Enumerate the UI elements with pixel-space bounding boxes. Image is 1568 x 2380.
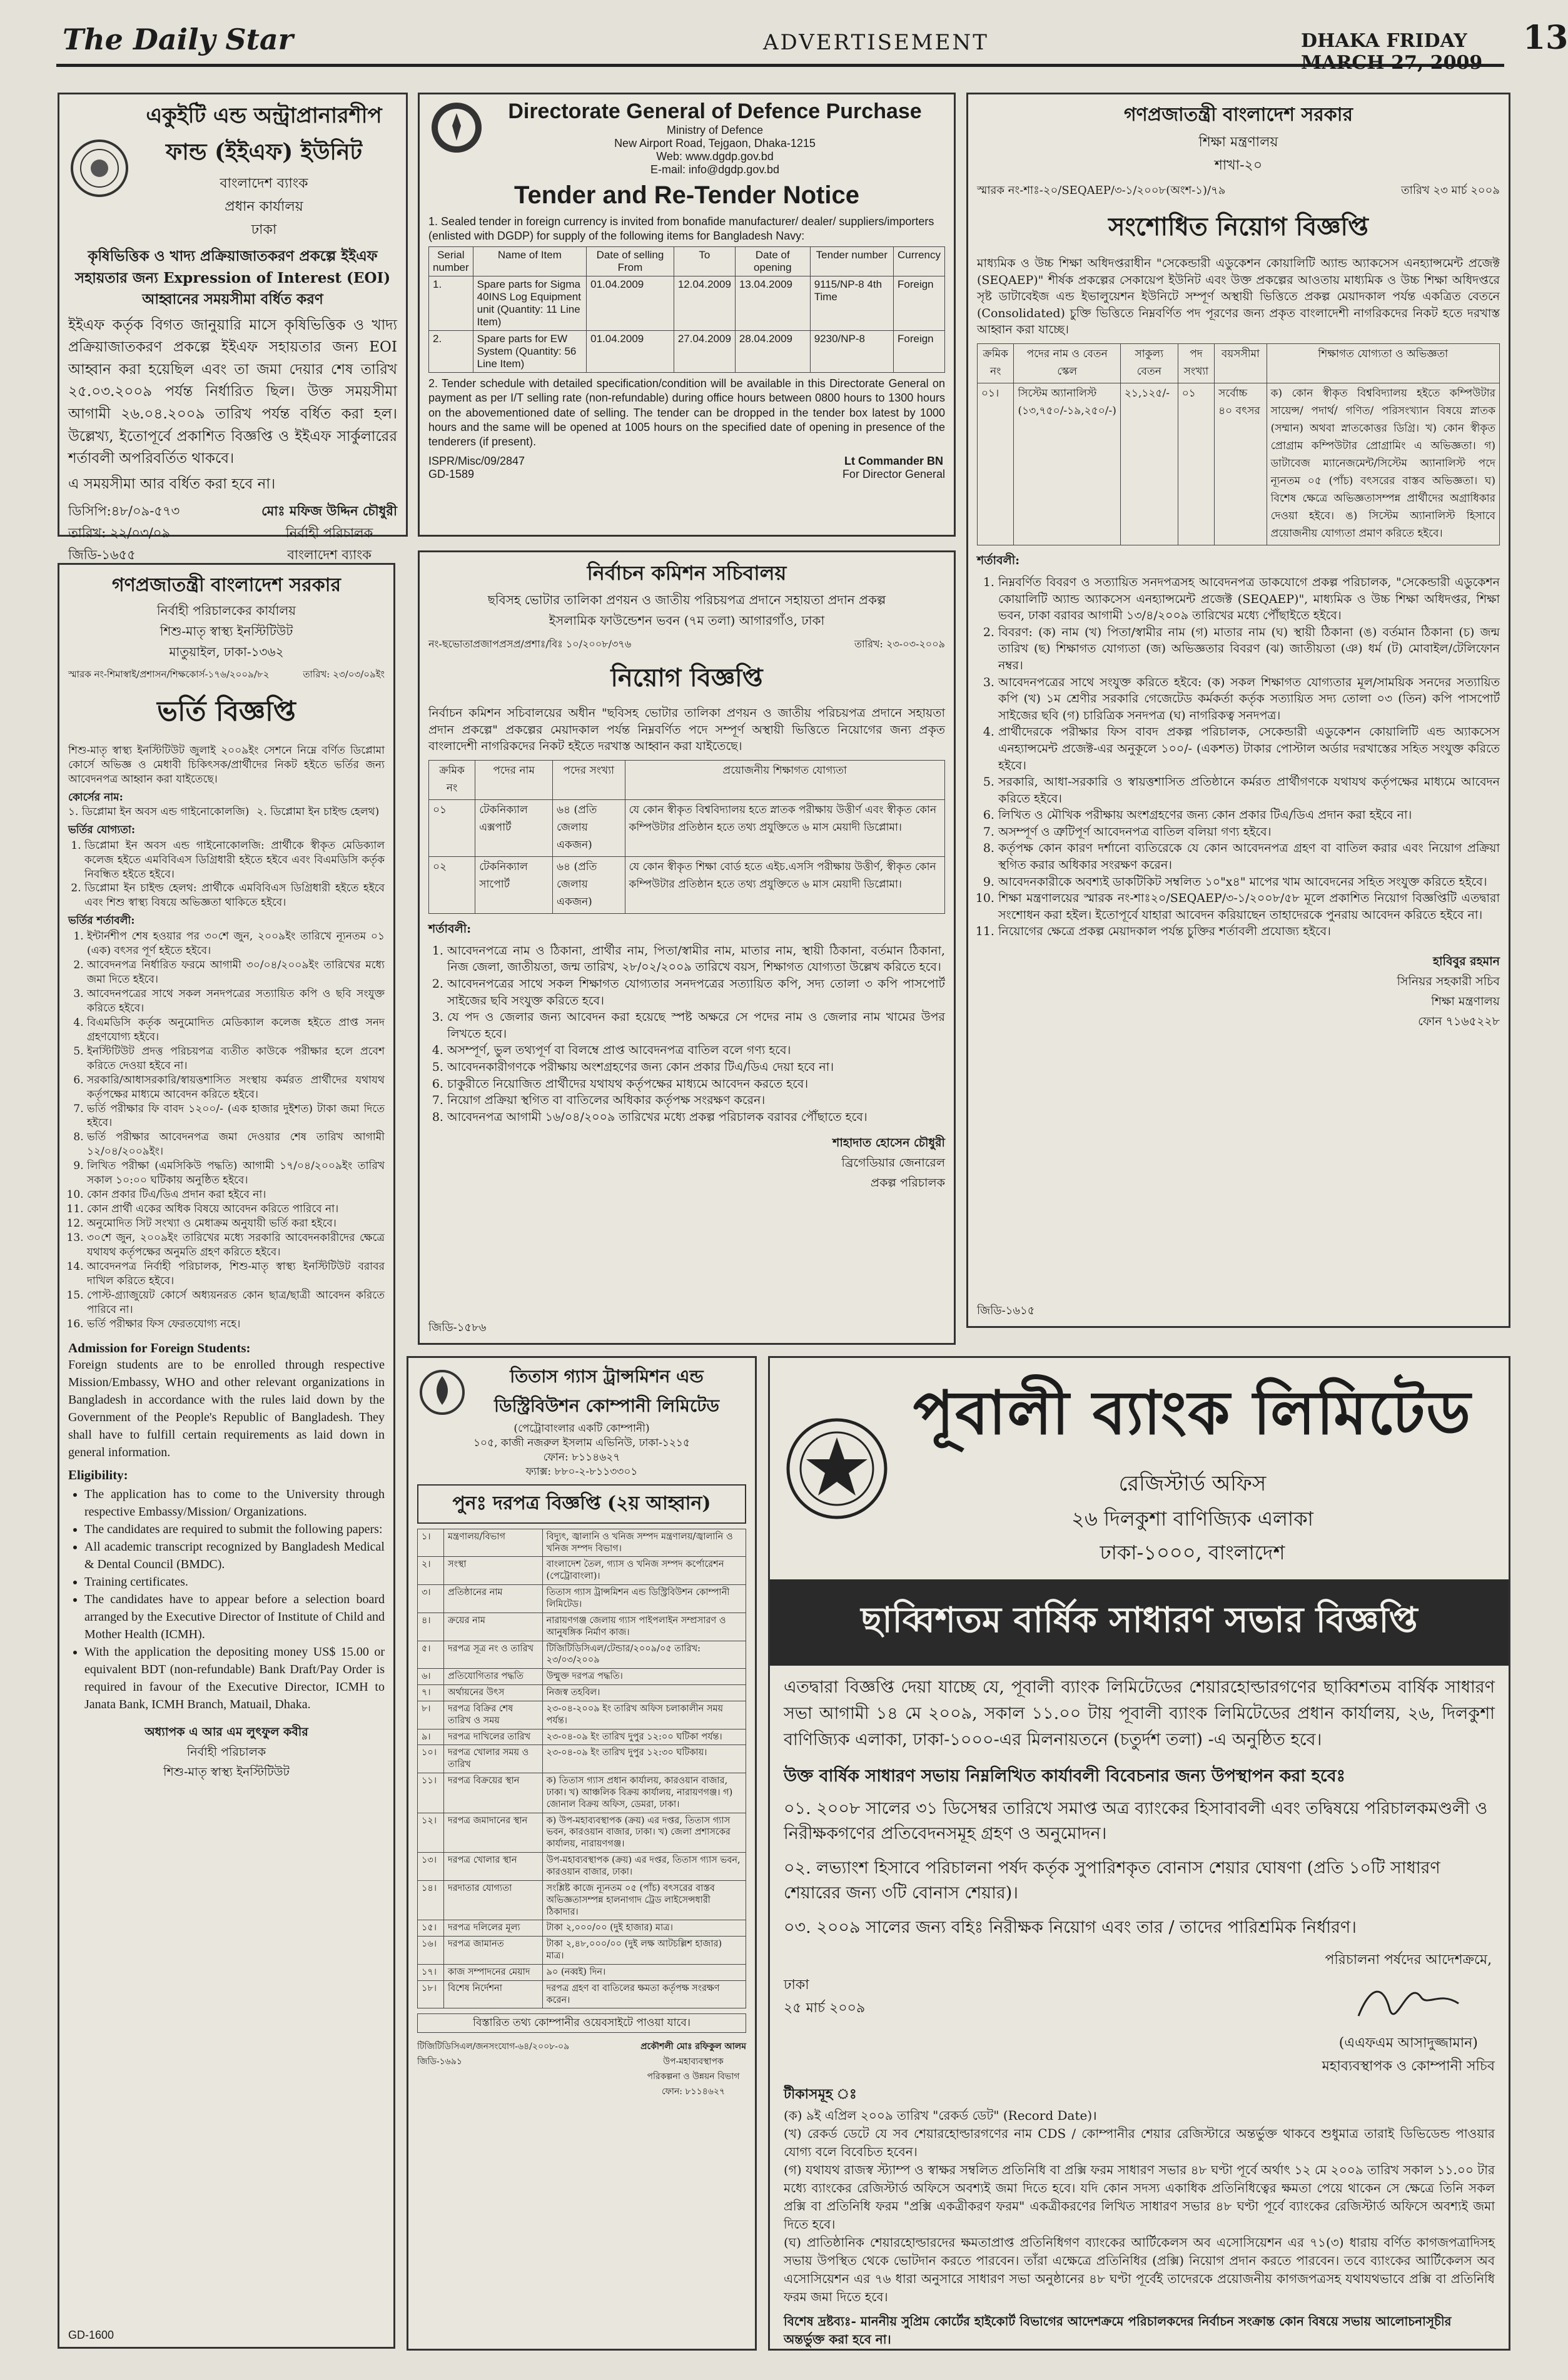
- seqaep-code: জিডি-১৬১৫: [977, 1304, 1035, 1317]
- list-item: 2. আবেদনপত্রের সাথে সকল শিক্ষাগত যোগ্যতার সনদপত্রের সত্যায়িত কপি, সদ্য তোলা ৩ কপি পাসপোর্ট সাইজের ছবি সংযুক্ত করিতে হবে।: [447, 976, 945, 1009]
- table-cell: 1.: [429, 276, 473, 330]
- table-cell: দরপত্র গ্রহণ বা বাতিলের ক্ষমতা কর্তৃপক্ষ সংরক্ষণ করেন।: [542, 1980, 746, 2008]
- dgdp-web: Web: www.dgdp.gov.bd: [656, 150, 774, 163]
- list-item: ০২. লভ্যাংশ হিসাবে পরিচালনা পর্ষদ কর্তৃক সুপারিশকৃত বোনাস শেয়ার ঘোষণা (প্রতি ১০টি সাধারণ শেয়ারের জন্য ৩টি বোনাস শেয়ার)।: [784, 1858, 1440, 1903]
- table-row: [418, 1813, 746, 1853]
- ichm-course-1: ১. ডিপ্লোমা ইন অবস এন্ড গাইনোকোলজি): [68, 805, 250, 818]
- table-cell: নারায়ণগঞ্জ জেলায় গ্যাস পাইপলাইন সম্প্রসারণ ও আনুষঙ্গিক নির্মাণ কাজ।: [542, 1613, 746, 1641]
- table-cell: সংশ্লিষ্ট কাজে ন্যূনতম ০৫ (পাঁচ) বৎসরের বাস্তব অভিজ্ঞতাসম্পন্ন হালনাগাদ ট্রেড লাইসেন্সধারী ঠিকাদার।: [542, 1880, 746, 1920]
- seqaep-signer-org: শিক্ষা মন্ত্রণালয়: [1431, 995, 1500, 1009]
- dgdp-intro: 1. Sealed tender in foreign currency is invited from bonafide manufacturer/ dealer/ suppliers/importers (enlisted with DGDP) for supply of the following items for Bangladesh Navy:: [428, 215, 934, 243]
- seqaep-conditions: [977, 574, 1500, 940]
- eef-signer-org: বাংলাদেশ ব্যাংক: [287, 547, 372, 563]
- pubali-office: রেজিস্টার্ড অফিস: [1118, 1471, 1267, 1496]
- list-item: 4. বিএমডিসি কর্তৃক অনুমোদিত মেডিক্যাল কলেজ হইতে প্রাপ্ত সনদ গ্রহণযোগ্য হইবে।: [87, 1016, 385, 1045]
- list-item: (গ) যথাযথ রাজস্ব স্ট্যাম্প ও স্বাক্ষর সম্বলিত প্রতিনিধি বা প্রক্সি ফরম সাধারণ সভার ৪৮ ঘণ্টা পূর্বে অর্থাৎ ১২ মে ২০০৯ তারিখ সকাল ১১.০০ টার মধ্যে ব্যাংকের রেজিস্টার্ড অফিসে অবশ্যই জমা দিতে হবে। যদি কোন সদস্য একাধিক প্রতিনিধিত্বের ক্ষমতা পেয়ে থাকেন সে ক্ষেত্রে তিনি সকল প্রক্সি বা প্রতিনিধি ফরম "প্রক্সি একত্রীকরণ ফরম" একত্রীকরণের লিখিত সাধারণ সভার ৪৮ ঘণ্টা পূর্বে ব্যাংকের রেজিস্টার্ড অফিসে অবশ্যই জমা দিতে হবে।: [784, 2162, 1495, 2232]
- eef-subject: কৃষিভিত্তিক ও খাদ্য প্রক্রিয়াজাতকরণ প্রকল্পে ইইএফ সহায়তার জন্য Expression of Interest (EOI) আহ্বানের সময়সীমা বর্ধিত করণ: [74, 248, 391, 308]
- list-item: ০১. ২০০৮ সালের ৩১ ডিসেম্বর তারিখে সমাপ্ত অত্র ব্যাংকের হিসাবাবলী এবং তদ্বিষয়ে পরিচালকমণ্ডলী ও নিরীক্ষকগণের প্রতিবেদনসমূহ গ্রহণ ও অনুমোদন।: [784, 1798, 1488, 1844]
- table-cell: অর্থায়নের উৎস: [444, 1685, 543, 1701]
- table-cell: বিশেষ নির্দেশনা: [444, 1980, 543, 2008]
- table-cell: 27.04.2009: [674, 330, 735, 372]
- ichm-foreign: Foreign students are to be enrolled through respective Mission/Embassy, WHO and other relevant organizations in Bangladesh in accordance with the rules laid down by the Government of the People's Republic of Bangladesh. They shall have to fulfill certain requirements as laid down in general information.: [68, 1357, 385, 1459]
- bangladesh-bank-seal-icon: [68, 137, 131, 200]
- pubali-name: পূবালী ব্যাংক লিমিটেড: [913, 1377, 1472, 1448]
- dgdp-title: Directorate General of Defence Purchase: [508, 99, 922, 123]
- pubali-signer-title: মহাব্যবস্থাপক ও কোম্পানী সচিব: [1322, 2058, 1495, 2075]
- table-cell: ৬।: [418, 1669, 444, 1685]
- list-item: 3. আবেদনপত্রের সাথে সকল সনদপত্রের সত্যায়িত কপি ও ছবি সংযুক্ত করিতে হইবে।: [87, 987, 385, 1016]
- eef-body: ইইএফ কর্তৃক বিগত জানুয়ারি মাসে কৃষিভিত্তিক ও খাদ্য প্রক্রিয়াজাতকরণ প্রকল্পে ইইএফ সহায়তার জন্য EOI আহ্বান করা হয়েছিল এবং তা জমা দেয়ার শেষ তারিখ ২৫.০৩.২০০৯ পর্যন্ত নির্ধারিত ছিল। উক্ত সময়সীমা আগামী ২৬.০৪.২০০৯ তারিখ পর্যন্ত বর্ধিত করা হল। উল্লেখ্য, ইতোপূর্বে প্রকাশিত বিজ্ঞপ্তি ও ইইএফ সার্কুলারের শর্তাবলী অপরিবর্তিত থাকবে।: [68, 316, 397, 467]
- ichm-title: ভর্তি বিজ্ঞপ্তি: [157, 696, 296, 727]
- table-cell: ৬৪ (প্রতি জেলায় একজন): [553, 856, 625, 913]
- election-col-count: পদের সংখ্যা: [553, 760, 625, 799]
- table-cell: ১৭।: [418, 1964, 444, 1980]
- table-row: [429, 856, 945, 913]
- table-cell: দরপত্র সূত্র নং ও তারিখ: [444, 1641, 543, 1669]
- table-cell: ২৩-০৪-০৯ ইং তারিখ দুপুর ১২:৩০ ঘটিকায়।: [542, 1745, 746, 1773]
- table-cell: Foreign: [894, 330, 945, 372]
- dgdp-col-tender: Tender number: [810, 246, 893, 276]
- seqaep-intro: মাধ্যমিক ও উচ্চ শিক্ষা অধিদপ্তরাধীন "সেকেন্ডারী এডুকেশন কোয়ালিটি অ্যান্ড অ্যাকসেস এনহ্যান্সমেন্ট প্রজেক্ট (SEQAEP)" শীর্ষক প্রকল্পের সেকায়েপ ইউনিট এবং উক্ত প্রকল্পের আওতায় মাধ্যমিক ও উচ্চ শিক্ষা অধিদপ্তরে সৃষ্ট ডাটাবেইজ এন্ড ইভালুয়েশন ইউনিটে সম্পূর্ণ অস্থায়ী ভিত্তিতে প্রকল্প মেয়াদকাল পর্যন্ত একত্রিত বেতনে (Consolidated) চুক্তি ভিত্তিতে নিম্নবর্ণিত পদ পূরণের জন্য প্রকৃত বাংলাদেশী নাগরিকদের নিকট হতে দরখাস্ত আহ্বান করা যাচ্ছে।: [977, 256, 1500, 337]
- list-item: 7. নিয়োগ প্রক্রিয়া স্থগিত বা বাতিলের অধিকার কর্তৃপক্ষ সংরক্ষণ করেন।: [447, 1092, 945, 1109]
- list-item: • The candidates are required to submit the following papers:: [84, 1521, 385, 1538]
- table-row: [418, 1920, 746, 1937]
- table-cell: 12.04.2009: [674, 276, 735, 330]
- table-cell: ২১,১২৫/-: [1120, 383, 1178, 545]
- pubali-bank-logo-icon: [784, 1415, 890, 1522]
- election-signer: শাহাদাত হোসেন চৌধুরী: [832, 1136, 945, 1150]
- dgdp-crest-icon: [428, 99, 485, 156]
- pubali-intro: এতদ্বারা বিজ্ঞপ্তি দেয়া যাচ্ছে যে, পূবালী ব্যাংক লিমিটেডের শেয়ারহোল্ডারগণের ছাব্বিশতম বার্ষিক সাধারণ সভা আগামী ১৪ মে ২০০৯, সকাল ১১.০০ টায় পূবালী ব্যাংক লিমিটেডের প্রধান কার্যালয়, ২৬, দিলকুশা বাণিজ্যিক এলাকা, ঢাকা-১০০০-এর মিলনায়তনে (চতুর্দশ তলা) -এ অনুষ্ঠিত হবে।: [784, 1678, 1495, 1750]
- dgdp-col-serial: Serial number: [429, 246, 473, 276]
- titas-addr: ১০৫, কাজী নজরুল ইসলাম এভিনিউ, ঢাকা-১২১৫: [473, 1436, 690, 1449]
- table-cell: ৩।: [418, 1585, 444, 1613]
- ichm-conditions-title: ভর্তির শর্তাবলী:: [68, 914, 135, 928]
- election-signer-title: ব্রিগেডিয়ার জেনারেল: [841, 1156, 945, 1170]
- table-cell: ৪।: [418, 1613, 444, 1641]
- titas-web-note: বিস্তারিত তথ্য কোম্পানীর ওয়েবসাইটে পাওয়া যাবে।: [417, 2013, 746, 2033]
- titas-signer-dept: পরিকল্পনা ও উন্নয়ন বিভাগ: [647, 2072, 740, 2082]
- table-cell: সিস্টেম অ্যানালিস্ট (১৩,৭৫০/-১৯,২৫০/-): [1014, 383, 1120, 545]
- list-item: ০৩. ২০০৯ সালের জন্য বহিঃ নিরীক্ষক নিয়োগ এবং তার / তাদের পারিশ্রমিক নির্ধারণ।: [784, 1917, 1357, 1937]
- seqaep-gov: গণপ্রজাতন্ত্রী বাংলাদেশ সরকার: [1124, 104, 1353, 126]
- table-cell: ৯।: [418, 1729, 444, 1745]
- table-row: [418, 1529, 746, 1557]
- dgdp-col-currency: Currency: [894, 246, 945, 276]
- table-row: [429, 330, 945, 372]
- election-notice: নিয়োগ বিজ্ঞপ্তি: [610, 663, 763, 692]
- list-item: 2. ডিপ্লোমা ইন চাইল্ড হেলথ: প্রার্থীকে এমবিবিএস ডিগ্রিধারী হইতে হইবে এবং শিশু স্বাস্থ্য বিষয়ে অভিজ্ঞতা থাকিতে হইবে।: [84, 881, 385, 910]
- dgdp-code: GD-1589: [428, 467, 475, 480]
- table-cell: 9230/NP-8: [810, 330, 893, 372]
- eef-signer: মোঃ মফিজ উদ্দিন চৌধুরী: [261, 503, 397, 519]
- table-cell: ১৫।: [418, 1920, 444, 1937]
- pubali-date: ২৫ মার্চ ২০০৯: [784, 2000, 866, 2017]
- list-item: 1. ডিপ্লোমা ইন অবস এন্ড গাইনোকোলজি: প্রার্থীকে স্বীকৃত মেডিক্যাল কলেজ হইতে এমবিবিএস ডিগ্রিধারী হইতে হইবে এবং বিএমডিসি কর্তৃক নিবন্ধিত হইতে হইবে।: [84, 839, 385, 882]
- seqaep-ministry: শিক্ষা মন্ত্রণালয়: [1198, 134, 1278, 150]
- seqaep-col-age: বয়সসীমা: [1215, 343, 1267, 383]
- list-item: 3. যে পদ ও জেলার জন্য আবেদন করা হয়েছে স্পষ্ট অক্ষরে সে পদের নাম ও জেলার নাম খামের উপর লিখতে হবে।: [447, 1009, 945, 1042]
- dgdp-tender-table: [428, 246, 945, 373]
- dgdp-ref: ISPR/Misc/09/2847: [428, 454, 525, 467]
- titas-title-2: ডিস্ট্রিবিউশন কোম্পানী লিমিটেড: [494, 1395, 719, 1416]
- table-cell: প্রতিষ্ঠানের নাম: [444, 1585, 543, 1613]
- table-cell: দরপত্র খোলার সময় ও তারিখ: [444, 1745, 543, 1773]
- eef-city: ঢাকা: [251, 222, 277, 238]
- table-cell: টেকনিক্যাল সাপোর্ট: [475, 856, 553, 913]
- titas-signer-phone: ফোন: ৮১১৪৬২৭: [661, 2087, 726, 2097]
- election-address: ইসলামিক ফাউন্ডেশন ভবন (৭ম তলা) আগারগাঁও, ঢাকা: [549, 613, 825, 628]
- table-cell: কাজ সম্পাদনের মেয়াদ: [444, 1964, 543, 1980]
- page-header: [56, 19, 1568, 74]
- list-item: • Training certificates.: [84, 1573, 385, 1591]
- pubali-addr-2: ঢাকা-১০০০, বাংলাদেশ: [1100, 1541, 1285, 1564]
- election-project: ছবিসহ ভোটার তালিকা প্রণয়ন ও জাতীয় পরিচয়পত্র প্রদানে সহায়তা প্রদান প্রকল্প: [487, 592, 886, 607]
- table-cell: ক্রয়ের নাম: [444, 1613, 543, 1641]
- table-cell: উপ-মহাব্যবস্থাপক (ক্রয়) এর দপ্তর, তিতাস গ্যাস ভবন, কারওয়ান বাজার, ঢাকা।: [542, 1853, 746, 1881]
- table-cell: যে কোন স্বীকৃত শিক্ষা বোর্ড হতে এইচ.এসসি পরীক্ষায় উত্তীর্ণ, স্বীকৃত কোন কম্পিউটার প্রতিষ্ঠান হতে তথ্য প্রযুক্তিতে ৬ মাস মেয়াদী ডিপ্লোমা।: [625, 856, 945, 913]
- election-date: তারিখ: ২৩-০৩-২০০৯: [854, 638, 945, 650]
- seqaep-post-table: [977, 343, 1500, 545]
- table-cell: দরপত্র দাখিলের তারিখ: [444, 1729, 543, 1745]
- seqaep-signer-title: সিনিয়র সহকারী সচিব: [1397, 975, 1500, 989]
- seqaep-signer: হাবিবুর রহমান: [1433, 955, 1500, 969]
- list-item: 7. অসম্পূর্ণ ও ত্রুটিপূর্ণ আবেদনপত্র বাতিল বলিয়া গণ্য হইবে।: [998, 824, 1500, 841]
- list-item: • All academic transcript recognized by Bangladesh Medical & Dental Council (BMDC).: [84, 1538, 385, 1573]
- table-cell: প্রতিযোগিতার পদ্ধতি: [444, 1669, 543, 1685]
- eef-code: জিডি-১৬৫৫: [68, 547, 136, 563]
- table-row: [418, 1557, 746, 1585]
- dgdp-col-item: Name of Item: [473, 246, 587, 276]
- list-item: 6. সরকারি/আধাসরকারি/স্বায়ত্তশাসিত সংস্থায় কর্মরত প্রার্থীদের যথাযথ কর্তৃপক্ষের মাধ্যমে আবেদন করিতে হইবে।: [87, 1073, 385, 1102]
- dgdp-col-from: Date of selling From: [587, 246, 674, 276]
- table-cell: 2.: [429, 330, 473, 372]
- dgdp-address: New Airport Road, Tejgaon, Dhaka-1215: [614, 137, 816, 149]
- dgdp-signer: Lt Commander BN: [844, 454, 943, 467]
- election-col-qualification: প্রয়োজনীয় শিক্ষাগত যোগ্যতা: [625, 760, 945, 799]
- ichm-eligibility-title: ভর্তির যোগ্যতা:: [68, 823, 136, 836]
- eef-date: তারিখ: ২২/০৩/০৯: [68, 525, 170, 541]
- seqaep-col-count: পদ সংখ্যা: [1178, 343, 1214, 383]
- ichm-intro: শিশু-মাতৃ স্বাস্থ্য ইনস্টিটিউট জুলাই ২০০৯ইং সেশনে নিম্নে বর্ণিত ডিপ্লোমা কোর্সে অভিজ্ঞ ও মেধাবী চিকিৎসক/প্রার্থীদের নিকট হইতে ভর্তির জন্য আবেদনপত্র আহ্বান করা যাইতেছে।: [68, 744, 385, 786]
- table-cell: ক) তিতাস গ্যাস প্রধান কার্যালয়, কারওয়ান বাজার, ঢাকা। খ) আঞ্চলিক বিক্রয় কার্যালয়, নারায়ণগঞ্জ। গ) জোনাল বিক্রয় অফিস, ডেমরা, ঢাকা।: [542, 1773, 746, 1813]
- list-item: 15. পোস্ট-গ্র্যাজুয়েট কোর্সে অধ্যয়নরত কোন ছাত্র/ছাত্রী আবেদন করিতে পারিবে না।: [87, 1289, 385, 1317]
- table-row: [418, 1701, 746, 1729]
- pubali-by-order: পরিচালনা পর্ষদের আদেশক্রমে,: [1325, 1952, 1492, 1968]
- list-item: 7. ভর্তি পরীক্ষার ফি বাবদ ১২০০/- (এক হাজার দুইশত) টাকা জমা দিতে হইবে।: [87, 1102, 385, 1131]
- dgdp-col-opening: Date of opening: [735, 246, 810, 276]
- table-row: [429, 799, 945, 856]
- table-cell: ক) কোন স্বীকৃত বিশ্ববিদ্যালয় হইতে কম্পিউটার সায়েন্স/ পদার্থ/ গণিত/ পরিসংখ্যান বিষয়ে স্নাতক (সম্মান) অথবা স্নাতকোত্তর ডিগ্রি। খ) কোন স্বীকৃত প্রোগ্রাম কম্পিউটার প্রোগ্রামিং এ অভিজ্ঞতা। গ) ডাটাবেজ ম্যানেজমেন্ট/সিস্টেম অ্যানালিস্ট পদে ন্যূনতম ০৫ (পাঁচ) বৎসরের বাস্তব অভিজ্ঞতা। ঘ) বিশেষ ক্ষেত্রে অভিজ্ঞতাসম্পন্ন প্রার্থীদের অগ্রাধিকার দেওয়া হইবে। ঙ) সিস্টেম অ্যানালিস্ট হিসাবে প্রয়োজনীয় যোগ্যতা প্রমাণ করিতে হইবে।: [1267, 383, 1499, 545]
- election-post-table: [428, 760, 945, 914]
- table-cell: Foreign: [894, 276, 945, 330]
- table-cell: 13.04.2009: [735, 276, 810, 330]
- table-cell: Spare parts for Sigma 40INS Log Equipment unit (Quantity: 11 Line Item): [473, 276, 587, 330]
- table-cell: দরপত্র বিক্রয়ের স্থান: [444, 1773, 543, 1813]
- table-cell: ১৮।: [418, 1980, 444, 2008]
- table-cell: ৫।: [418, 1641, 444, 1669]
- seqaep-conditions-title: শর্তাবলী:: [977, 553, 1020, 567]
- list-item: 8. কর্তৃপক্ষ কোন কারণ দর্শানো ব্যতিরেকে যে কোন আবেদনপত্র গ্রহণ বা বাতিল করার এবং নিয়োগ প্রক্রিয়া স্থগিত করার অধিকার সংরক্ষণ করেন।: [998, 840, 1500, 873]
- table-cell: টিজিটিডিসিএল/টেন্ডার/২০০৯/০৫ তারিখ: ২৩/০৩/২০০৯: [542, 1641, 746, 1669]
- list-item: 10. কোন প্রকার টিএ/ডিএ প্রদান করা হইবে না।: [87, 1188, 385, 1202]
- titas-signer-title: উপ-মহাব্যবস্থাপক: [663, 2057, 724, 2067]
- table-cell: ২৩-০৪-০৯ ইং তারিখ দুপুর ১২:০০ ঘটিকা পর্যন্ত।: [542, 1729, 746, 1745]
- pubali-special-note: বিশেষ দ্রষ্টব্যঃ- মাননীয় সুপ্রিম কোর্টের হাইকোর্ট বিভাগের আদেশক্রমে পরিচালকদের নির্বাচন সংক্রান্ত কোন বিষয়ে সভায় আলোচনাসূচীর অন্তর্ভুক্ত করা হবে না।: [784, 2314, 1452, 2347]
- titas-tender-table: [417, 1529, 746, 2009]
- table-cell: টেকনিক্যাল এক্সপার্ট: [475, 799, 553, 856]
- signature-icon: [1346, 1972, 1471, 2028]
- table-cell: 9115/NP-8 4th Time: [810, 276, 893, 330]
- list-item: • The candidates have to appear before a selection board arranged by the Executive Director of Institute of Child and Mother Health (ICMH).: [84, 1591, 385, 1643]
- table-cell: 28.04.2009: [735, 330, 810, 372]
- page-number: 13: [1523, 19, 1568, 57]
- list-item: 13. ৩০শে জুন, ২০০৯ইং তারিখের মধ্যে সরকারি আবেদনকারীদের ক্ষেত্রে যথাযথ কর্তৃপক্ষের অনুমতি গ্রহণ করিতে হইবে।: [87, 1231, 385, 1260]
- table-row: [418, 1669, 746, 1685]
- ichm-gov: গণপ্রজাতন্ত্রী বাংলাদেশ সরকার: [112, 574, 341, 596]
- table-cell: ১২।: [418, 1813, 444, 1853]
- table-cell: টাকা ২,৪৮,০০০/০০ (দুই লক্ষ আটচল্লিশ হাজার) মাত্র।: [542, 1937, 746, 1965]
- list-item: (খ) রেকর্ড ডেটে যে সব শেয়ারহোল্ডারগণের নাম CDS / কোম্পানীর শেয়ার রেজিস্টারে অন্তর্ভুক্ত থাকবে শুধুমাত্র তারাই ডিভিডেন্ড পাওয়ার যোগ্য বলে বিবেচিত হবেন।: [784, 2126, 1495, 2160]
- election-memo: নং-ছভোতাপ্রজাপপ্রসপ্র/প্রশাঃ/বিঃ ১০/২০০৮/৩৭৬: [428, 638, 632, 650]
- list-item: 1. আবেদনপত্রে নাম ও ঠিকানা, প্রার্থীর নাম, পিতা/স্বামীর নাম, মাতার নাম, স্থায়ী ঠিকানা, বর্তমান ঠিকানা, নিজ জেলা, জাতীয়তা, জন্ম তারিখ, ২৮/০২/২০০৯ তারিখে বয়স, শিক্ষাগত যোগ্যতা উল্লেখ করিতে হবে।: [447, 943, 945, 976]
- issue-date: DHAKA FRIDAY MARCH 27, 2009: [1301, 30, 1483, 74]
- ichm-code: GD-1600: [68, 2329, 114, 2341]
- list-item: • With the application the depositing money US$ 15.00 or equivalent BDT (non-refundable) Bank Draft/Pay Order is required in favour of the Executive Director, ICMH to Janata Bank, ICMH Branch, Matuail, Dhaka.: [84, 1643, 385, 1713]
- table-row: [418, 1880, 746, 1920]
- table-cell: ২৩-০৪-২০০৯ ইং তারিখ অফিস চলাকালীন সময় পর্যন্ত।: [542, 1701, 746, 1729]
- pubali-agm-banner: ছাব্বিশতম বার্ষিক সাধারণ সভার বিজ্ঞপ্তি: [770, 1579, 1509, 1666]
- list-item: 16. ভর্তি পরীক্ষার ফিস ফেরতযোগ্য নহে।: [87, 1317, 385, 1332]
- dgdp-email: E-mail: info@dgdp.gov.bd: [650, 163, 780, 176]
- eef-signer-title: নির্বাহী পরিচালক: [285, 525, 373, 541]
- table-row: [418, 1745, 746, 1773]
- election-conditions-title: শর্তাবলী:: [428, 921, 472, 936]
- eef-ref: ডিসিপি:৪৮/০৯-৫৭৩: [68, 504, 180, 519]
- seqaep-col-salary: সাকুল্য বেতন: [1120, 343, 1178, 383]
- list-item: 2. বিবরণ: (ক) নাম (খ) পিতা/স্বামীর নাম (গ) মাতার নাম (ঘ) স্থায়ী ঠিকানা (ঙ) বর্তমান ঠিকানা (চ) জন্ম তারিখ (ছ) শিক্ষাগত যোগ্যতা (জ) অভিজ্ঞতার বিবরণ (ঝ) জাতীয়তা (ঞ) ধর্ম (ট) মোবাইল/টেলিফোন নম্বর।: [998, 624, 1500, 674]
- list-item: (ক) ৯ই এপ্রিল ২০০৯ তারিখ "রেকর্ড ডেট" (Record Date)।: [784, 2108, 1097, 2124]
- eef-org: বাংলাদেশ ব্যাংক: [220, 176, 308, 191]
- table-cell: ০২: [429, 856, 475, 913]
- table-row: [418, 1613, 746, 1641]
- table-cell: যে কোন স্বীকৃত বিশ্ববিদ্যালয় হতে স্নাতক পরীক্ষায় উত্তীর্ণ এবং স্বীকৃত কোন কম্পিউটার প্রতিষ্ঠান হতে তথ্য প্রযুক্তিতে ৬ মাস মেয়াদী ডিপ্লোমা।: [625, 799, 945, 856]
- list-item: 11. কোন প্রার্থী একের অধিক বিষয়ে আবেদন করিতে পারিবে না।: [87, 1202, 385, 1217]
- table-cell: দরপত্র জামানত: [444, 1937, 543, 1965]
- list-item: 12. অনুমোদিত সিট সংখ্যা ও মেধাক্রম অনুযায়ী ভর্তি করা হইবে।: [87, 1217, 385, 1231]
- table-cell: ০১: [429, 799, 475, 856]
- table-cell: উন্মুক্ত দরপত্র পদ্ধতি।: [542, 1669, 746, 1685]
- table-cell: ১১।: [418, 1773, 444, 1813]
- list-item: 5. সরকারি, আধা-সরকারি ও স্বায়ত্তশাসিত প্রতিষ্ঠানে কর্মরত প্রার্থীগণকে যথাযথ কর্তৃপক্ষের মাধ্যমে আবেদন করিতে হইবে।: [998, 774, 1500, 807]
- table-row: [418, 1585, 746, 1613]
- pubali-addr-1: ২৬ দিলকুশা বাণিজ্যিক এলাকা: [1071, 1507, 1313, 1531]
- list-item: 11. নিয়োগের ক্ষেত্রে প্রকল্প মেয়াদকাল পর্যন্ত চুক্তির শর্তাবলী প্রযোজ্য হইবে।: [998, 923, 1500, 940]
- table-cell: 01.04.2009: [587, 330, 674, 372]
- ichm-signer-title: নির্বাহী পরিচালক: [186, 1744, 266, 1759]
- table-cell: ৬৪ (প্রতি জেলায় একজন): [553, 799, 625, 856]
- dgdp-ad: [418, 93, 956, 537]
- list-item: 9. আবেদনকারীকে অবশ্যই ডাকটিকিট সম্বলিত ১০"x৪" মাপের খাম আবেদনের সহিত সংযুক্ত করিতে হইবে।: [998, 874, 1500, 891]
- ichm-ad: [58, 563, 395, 2349]
- ichm-signer-org: শিশু-মাতৃ স্বাস্থ্য ইনস্টিটিউট: [163, 1765, 290, 1779]
- election-code: জিডি-১৫৮৬: [428, 1321, 487, 1334]
- election-ad: [418, 550, 956, 1345]
- table-cell: সংস্থা: [444, 1557, 543, 1585]
- ichm-course-2: ২. ডিপ্লোমা ইন চাইল্ড হেলথ): [256, 805, 380, 818]
- list-item: 3. আবেদনপত্রের সাথে সংযুক্ত করিতে হইবে: (ক) সকল শিক্ষাগত যোগ্যতার মূল/সাময়িক সনদের সত্যায়িত কপি (খ) ১ম শ্রেণীর সরকারি গেজেটেড কর্মকর্তা কর্তৃক সত্যায়িত সদ্য তোলা ০৩ (তিন) কপি পাসপোর্ট সাইজের ছবি (গ) চারিত্রিক সনদপত্র (ঘ) নাগরিকত্ব সনদপত্র।: [998, 674, 1500, 724]
- seqaep-date: তারিখ ২৩ মার্চ ২০০৯: [1401, 184, 1500, 197]
- eef-office: প্রধান কার্যালয়: [225, 199, 303, 215]
- table-cell: ১৩।: [418, 1853, 444, 1881]
- list-item: 5. ইনস্টিটিউট প্রদত্ত পরিচয়পত্র ব্যতীত কাউকে পরীক্ষার হলে প্রবেশ করিতে দেওয়া হইবে না।: [87, 1045, 385, 1073]
- table-cell: ৮।: [418, 1701, 444, 1729]
- seqaep-branch: শাখা-২০: [1214, 158, 1263, 173]
- list-item: 4. অসম্পূর্ণ, ভুল তথ্যপূর্ণ বা বিলম্বে প্রাপ্ত আবেদনপত্র বাতিল বলে গণ্য হবে।: [447, 1042, 945, 1059]
- dgdp-notice-title: Tender and Re-Tender Notice: [514, 181, 859, 209]
- table-row: [418, 1980, 746, 2008]
- eef-title-2: ফান্ড (ইইএফ) ইউনিট: [166, 139, 362, 165]
- table-row: [418, 1729, 746, 1745]
- seqaep-phone: ফোন ৭১৬৫২২৮: [1418, 1015, 1500, 1029]
- election-title: নির্বাচন কমিশন সচিবালয়: [587, 561, 787, 585]
- list-item: 6. লিখিত ও মৌখিক পরীক্ষায় অংশগ্রহণের জন্য কোন প্রকার টিএ/ডিএ প্রদান করা হইবে না।: [998, 807, 1500, 824]
- list-item: 14. আবেদনপত্র নির্বাহী পরিচালক, শিশু-মাতৃ স্বাস্থ্য ইনস্টিটিউট বরাবর দাখিল করিতে হইবে।: [87, 1260, 385, 1289]
- ichm-addr: মাতুয়াইল, ঢাকা-১৩৬২: [169, 644, 284, 659]
- list-item: 8. ভর্তি পরীক্ষার আবেদনপত্র জমা দেওয়ার শেষ তারিখ আগামী ১২/০৪/২০০৯ইং।: [87, 1130, 385, 1159]
- table-cell: দরপত্র বিক্রির শেষ তারিখ ও সময়: [444, 1701, 543, 1729]
- table-cell: মন্ত্রণালয়/বিভাগ: [444, 1529, 543, 1557]
- eef-closing: এ সময়সীমা আর বর্ধিত করা হবে না।: [68, 475, 276, 492]
- list-item: 1. ইন্টার্নশীপ শেষ হওয়ার পর ৩০শে জুন, ২০০৯ইং তারিখে ন্যূনতম ০১ (এক) বৎসর পূর্ণ হইতে হইবে।: [87, 929, 385, 958]
- titas-notice: পুনঃ দরপত্র বিজ্ঞপ্তি (২য় আহ্বান): [417, 1484, 746, 1524]
- table-cell: সর্বোচ্চ ৪০ বৎসর: [1215, 383, 1267, 545]
- election-col-post: পদের নাম: [475, 760, 553, 799]
- seqaep-col-post: পদের নাম ও বেতন স্কেল: [1014, 343, 1120, 383]
- list-item: 10. শিক্ষা মন্ত্রণালয়ের স্মারক নং-শাঃ২০/SEQAEP/৩-১/২০০৮/৫৮ মূলে প্রকাশিত নিয়োগ বিজ্ঞপ্তিটি এতদ্বারা সংশোধন করা হইল। ইতোপূর্বে যাহারা আবেদন করিয়াছেন তাহাদেরকে পুনরায় আবেদন করিতে হইবে না।: [998, 890, 1500, 923]
- pubali-notes-title: টীকাসমূহ ঃ: [784, 2086, 857, 2103]
- table-cell: টাকা ২,০০০/০০ (দুই হাজার) মাত্র।: [542, 1920, 746, 1937]
- table-cell: নিজস্ব তহবিল।: [542, 1685, 746, 1701]
- election-signer-role: প্রকল্প পরিচালক: [870, 1176, 945, 1190]
- ichm-memo: স্মারক নং-শিমাস্বাই/প্রশাসন/শিক্ষকোর্স-১৭৬/২০০৯/৮২: [68, 669, 270, 680]
- table-cell: দরপত্র খোলার স্থান: [444, 1853, 543, 1881]
- titas-sub: (পেট্রোবাংলার একটি কোম্পানী): [513, 1422, 650, 1435]
- titas-signer: প্রকৌশলী মোঃ রফিকুল আলম: [640, 2042, 746, 2052]
- table-cell: বাংলাদেশ তৈল, গ্যাস ও খনিজ সম্পদ কর্পোরেশন (পেট্রোবাংলা)।: [542, 1557, 746, 1585]
- list-item: 5. আবেদনকারীগণকে পরীক্ষায় অংশগ্রহণের জন্য কোন প্রকার টিএ/ডিএ দেয়া হবে না।: [447, 1059, 945, 1076]
- table-cell: ০১: [1178, 383, 1214, 545]
- dgdp-col-to: To: [674, 246, 735, 276]
- ichm-signer: অধ্যাপক এ আর এম লুৎফুল কবীর: [144, 1724, 308, 1739]
- pubali-signer: (এএফএম আসাদুজ্জামান): [1338, 2035, 1478, 2052]
- table-row: [418, 1937, 746, 1965]
- list-item: 2. আবেদনপত্র নির্ধারিত ফরমে আগামী ৩০/০৪/২০০৯ইং তারিখের মধ্যে জমা দিতে হইবে।: [87, 958, 385, 987]
- ichm-date: তারিখ: ২৩/০৩/০৯ইং: [303, 669, 385, 680]
- seqaep-title: সংশোধিত নিয়োগ বিজ্ঞপ্তি: [1108, 212, 1368, 241]
- list-item: 9. লিখিত পরীক্ষা (এমসিকিউ পদ্ধতি) আগামী ১৭/০৪/২০০৯ইং তারিখ সকাল ১০:০০ ঘটিকায় অনুষ্ঠিত হইবে।: [87, 1159, 385, 1188]
- masthead: The Daily Star: [63, 23, 293, 56]
- ichm-foreign-title: Admission for Foreign Students:: [68, 1340, 251, 1355]
- dgdp-signer-title: For Director General: [842, 467, 945, 480]
- table-row: [429, 276, 945, 330]
- titas-phone: ফোন: ৮১১৪৬২৭: [543, 1451, 620, 1464]
- table-cell: ১০।: [418, 1745, 444, 1773]
- table-cell: বিদ্যুৎ, জ্বালানি ও খনিজ সম্পদ মন্ত্রণালয়/জ্বালানি ও খনিজ সম্পদ বিভাগ।: [542, 1529, 746, 1557]
- list-item: (ঘ) প্রাতিষ্ঠানিক শেয়ারহোল্ডারদের ক্ষমতাপ্রাপ্ত প্রতিনিধিগণ ব্যাংকের আর্টিকেলস অব এসোসিয়েশন এর ৭১(৩) ধারায় বর্ণিত কাগজপত্রাদিসহ সভায় উপস্থিত থেকে ভোটদান করতে পারবেন। তাঁরা এক্ষেত্রে প্রতিনিধির (প্রক্সি) নিয়োগ প্রদান করতে পারবেন। তবে ব্যাংকের আর্টিকেলস অব এসোসিয়েশন এর ৭৬ ধারা অনুসারে সাধারণ সভা অনুষ্ঠানের ৪৮ ঘণ্টা পূর্বেই তাদেরকে প্রয়োজনীয় কাগজপত্রসহ যথাযথভাবে প্রক্সি বা প্রতিনিধি ফরম জমা দিতে হবে।: [784, 2235, 1495, 2305]
- table-cell: ২।: [418, 1557, 444, 1585]
- list-item: 1. নিম্নবর্ণিত বিবরণ ও সত্যায়িত সনদপত্রসহ আবেদনপত্র ডাকযোগে প্রকল্প পরিচালক, "সেকেন্ডারী এডুকেশন কোয়ালিটি অ্যান্ড অ্যাকসেস এনহ্যান্সমেন্ট প্রজেক্ট (SEQAEP)", মাধ্যমিক ও উচ্চ শিক্ষা অধিদপ্তর, শিক্ষা ভবন, ঢাকা বরাবর আগামী ১৩/৪/২০০৯ তারিখের মধ্যে পৌঁছাইতে হইবে।: [998, 574, 1500, 624]
- table-cell: 01.04.2009: [587, 276, 674, 330]
- election-intro: নির্বাচন কমিশন সচিবালয়ের অধীন "ছবিসহ ভোটার তালিকা প্রণয়ন ও জাতীয় পরিচয়পত্র প্রদানে সহায়তা প্রদান প্রকল্পে" প্রকল্পের মেয়াদকাল পর্যন্ত নিম্নবর্ণিত পদে সম্পূর্ণ অস্থায়ী ভিত্তিতে নিয়োগের জন্য প্রকৃত বাংলাদেশী নাগরিকদের নিকট হইতে দরখাস্ত আহ্বান করা যাইতেছে।: [428, 706, 945, 754]
- table-cell: ১।: [418, 1529, 444, 1557]
- titas-ref: টিজিটিডিসিএল/জনসংযোগ-৬৪/২০০৮-০৯: [417, 2042, 570, 2052]
- table-cell: তিতাস গ্যাস ট্রান্সমিশন এন্ড ডিস্ট্রিবিউশন কোম্পানী লিমিটেড।: [542, 1585, 746, 1613]
- titas-code: জিডি-১৬৯১: [417, 2057, 462, 2067]
- table-row: [418, 1773, 746, 1813]
- pubali-agenda-title: উক্ত বার্ষিক সাধারণ সভায় নিম্নলিখিত কার্যাবলী বিবেচনার জন্য উপস্থাপন করা হবেঃ: [784, 1766, 1346, 1786]
- table-row: [418, 1685, 746, 1701]
- dgdp-para-2: 2. Tender schedule with detailed specification/condition will be available in this Directorate General on payment as per I/T selling rate (non-refundable) during office hours between 0800 hours to 1300 hours on the abovementioned date of selling. The tender can be dropped in the tender box latest by 1000 hours and the same will be opened at 1005 hours on the specified date of opening in presence of the tenderers (if present).: [428, 377, 945, 448]
- table-cell: ৭।: [418, 1685, 444, 1701]
- list-item: 4. প্রার্থীদেরকে পরীক্ষার ফিস বাবদ প্রকল্প পরিচালক, সেকেন্ডারী এডুকেশন কোয়ালিটি এন্ড অ্যাকসেস এনহ্যান্সমেন্ট প্রজেক্ট-এর অনুকূলে ১০০/- (একশত) টাকার পোস্টাল অর্ডার দরখাস্তের সহিত সংযুক্ত করিতে হইবে।: [998, 724, 1500, 774]
- ichm-office: নির্বাহী পরিচালকের কার্যালয়: [156, 603, 296, 618]
- table-cell: ৯০ (নব্বই) দিন।: [542, 1964, 746, 1980]
- section-label: ADVERTISEMENT: [763, 30, 989, 55]
- seqaep-col-serial: ক্রমিক নং: [978, 343, 1014, 383]
- seqaep-memo: স্মারক নং-শাঃ-২০/SEQAEP/৩-১/২০০৮(অংশ-১)/৭৯: [977, 184, 1226, 197]
- table-cell: Spare parts for EW System (Quantity: 56 Line Item): [473, 330, 587, 372]
- table-cell: ০১।: [978, 383, 1014, 545]
- table-cell: ক) উপ-মহাব্যবস্থাপক (ক্রয়) এর দপ্তর, তিতাস গ্যাস ভবন, কারওয়ান বাজার, ঢাকা। খ) জেলা প্রশাসকের কার্যালয়, নারায়ণগঞ্জ।: [542, 1813, 746, 1853]
- table-cell: দরপত্র দলিলের মূল্য: [444, 1920, 543, 1937]
- titas-title-1: তিতাস গ্যাস ট্রান্সমিশন এন্ড: [510, 1366, 704, 1387]
- table-cell: ১৬।: [418, 1937, 444, 1965]
- list-item: • The application has to come to the University through respective Embassy/Mission/ Organizations.: [84, 1486, 385, 1521]
- table-row: [418, 1853, 746, 1881]
- eef-ad: [58, 93, 408, 563]
- ichm-courses-title: কোর্সের নাম:: [68, 791, 123, 804]
- table-row: [418, 1641, 746, 1669]
- eef-title-1: একুইটি এন্ড অন্ট্রাপ্রানারশীপ: [146, 103, 382, 128]
- seqaep-ad: [966, 93, 1510, 1328]
- pubali-ad: [768, 1356, 1510, 2351]
- titas-ad: [407, 1356, 757, 2351]
- table-row: [418, 1964, 746, 1980]
- table-cell: ১৪।: [418, 1880, 444, 1920]
- election-col-serial: ক্রমিক নং: [429, 760, 475, 799]
- list-item: 6. চাকুরীতে নিয়োজিত প্রার্থীদের যথাযথ কর্তৃপক্ষের মাধ্যমে আবেদন করতে হবে।: [447, 1076, 945, 1093]
- titas-logo-icon: [417, 1367, 467, 1417]
- list-item: 8. আবেদনপত্র আগামী ১৬/০৪/২০০৯ তারিখের মধ্যে প্রকল্প পরিচালক বরাবর পৌঁছাতে হবে।: [447, 1109, 945, 1126]
- table-row: [978, 383, 1500, 545]
- table-cell: দরপত্র জমাদানের স্থান: [444, 1813, 543, 1853]
- ichm-inst: শিশু-মাতৃ স্বাস্থ্য ইনস্টিটিউট: [159, 624, 293, 639]
- dgdp-ministry: Ministry of Defence: [666, 124, 764, 136]
- table-cell: দরদাতার যোগ্যতা: [444, 1880, 543, 1920]
- ichm-eligibility-en-title: Eligibility:: [68, 1467, 128, 1482]
- titas-fax: ফ্যাক্স: ৮৮০-২-৮১১৩৩০১: [525, 1465, 638, 1478]
- pubali-place: ঢাকা: [784, 1977, 809, 1993]
- seqaep-col-qualification: শিক্ষাগত যোগ্যতা ও অভিজ্ঞতা: [1267, 343, 1499, 383]
